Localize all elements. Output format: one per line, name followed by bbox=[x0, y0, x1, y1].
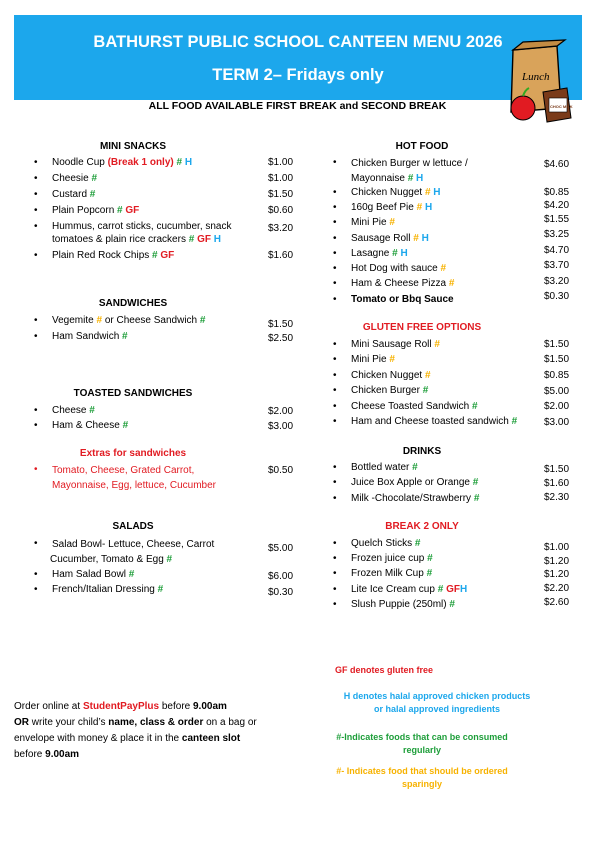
legend-orange: #- Indicates food that should be ordered sparingly bbox=[336, 766, 508, 789]
price: $1.00 bbox=[268, 157, 294, 168]
price: $5.00 bbox=[544, 386, 570, 397]
student-pay-plus-link: StudentPayPlus bbox=[82, 701, 160, 712]
price: $1.55 bbox=[544, 214, 570, 225]
gluten-free-title: GLUTEN FREE OPTIONS bbox=[362, 322, 482, 333]
choc-milk-label: CHOC MILK bbox=[550, 104, 573, 109]
price: $3.70 bbox=[544, 260, 570, 271]
price: $0.60 bbox=[268, 205, 294, 216]
price: $1.50 bbox=[544, 354, 570, 365]
availability-note: ALL FOOD AVAILABLE FIRST BREAK and SECOND BREAK bbox=[148, 100, 447, 112]
price: $3.20 bbox=[268, 223, 294, 234]
price: $4.20 bbox=[544, 200, 570, 211]
price: $0.30 bbox=[544, 291, 570, 302]
price: $5.00 bbox=[268, 543, 294, 554]
price: $2.00 bbox=[268, 406, 294, 417]
list-item: • Salad Bowl- Lettuce, Cheese, Carrot Cucumber, Tomato & Egg # bbox=[34, 538, 215, 565]
extras-title: Extras for sandwiches bbox=[79, 448, 187, 459]
header-banner bbox=[14, 15, 582, 100]
price: $1.00 bbox=[268, 173, 294, 184]
price: $3.20 bbox=[544, 276, 570, 287]
list-item: • Chicken Burger w lettuce / Mayonnaise # H bbox=[333, 157, 468, 184]
sandwiches-title: SANDWICHES bbox=[98, 298, 168, 309]
price: $1.20 bbox=[544, 556, 570, 567]
break2-title: BREAK 2 ONLY bbox=[385, 521, 459, 532]
hot-food-title: HOT FOOD bbox=[395, 141, 449, 152]
price: $2.20 bbox=[544, 583, 570, 594]
price: $3.25 bbox=[544, 229, 570, 240]
price: $3.00 bbox=[544, 417, 570, 428]
price: $2.50 bbox=[268, 333, 294, 344]
price: $2.30 bbox=[544, 492, 570, 503]
lunch-label: Lunch bbox=[522, 71, 550, 83]
price: $4.70 bbox=[544, 245, 570, 256]
price: $2.60 bbox=[544, 597, 570, 608]
legend-halal: H denotes halal approved chicken products or halal approved ingredients bbox=[343, 691, 531, 714]
mini-snacks-title: MINI SNACKS bbox=[99, 141, 167, 152]
legend-gf: GF denotes gluten free bbox=[335, 665, 434, 675]
list-item: • Hummus, carrot sticks, cucumber, snack tomatoes & plain rice crackers # GF H bbox=[34, 221, 232, 245]
lunch-bag-illustration bbox=[505, 38, 585, 128]
salads-title: SALADS bbox=[112, 521, 154, 532]
price: $3.00 bbox=[268, 421, 294, 432]
legend-green: #-Indicates foods that can be consumed regularly bbox=[336, 732, 508, 755]
price: $1.60 bbox=[544, 478, 570, 489]
price: $1.50 bbox=[268, 319, 294, 330]
price: $0.50 bbox=[268, 465, 294, 476]
price: $1.00 bbox=[544, 542, 570, 553]
price: $0.85 bbox=[544, 187, 570, 198]
price: $0.85 bbox=[544, 370, 570, 381]
price: $4.60 bbox=[544, 159, 570, 170]
price: $0.30 bbox=[268, 587, 294, 598]
term-title: TERM 2– Fridays only bbox=[212, 66, 384, 84]
price: $1.50 bbox=[268, 189, 294, 200]
menu-title: BATHURST PUBLIC SCHOOL CANTEEN MENU 2026 bbox=[93, 33, 503, 51]
price: $1.50 bbox=[544, 464, 570, 475]
price: $1.20 bbox=[544, 569, 570, 580]
toasted-sandwiches-title: TOASTED SANDWICHES bbox=[73, 388, 193, 399]
price: $2.00 bbox=[544, 401, 570, 412]
price: $1.60 bbox=[268, 250, 294, 261]
drinks-title: DRINKS bbox=[402, 446, 442, 457]
order-instructions: Order online at StudentPayPlus before 9.00am OR write your child’s name, class & order on a bag or envelope with money & place it in the canteen slot before 9.00am bbox=[14, 701, 257, 760]
price: $6.00 bbox=[268, 571, 294, 582]
price: $1.50 bbox=[544, 339, 570, 350]
list-item: • Tomato, Cheese, Grated Carrot, Mayonnaise, Egg, lettuce, Cucumber bbox=[34, 464, 216, 491]
